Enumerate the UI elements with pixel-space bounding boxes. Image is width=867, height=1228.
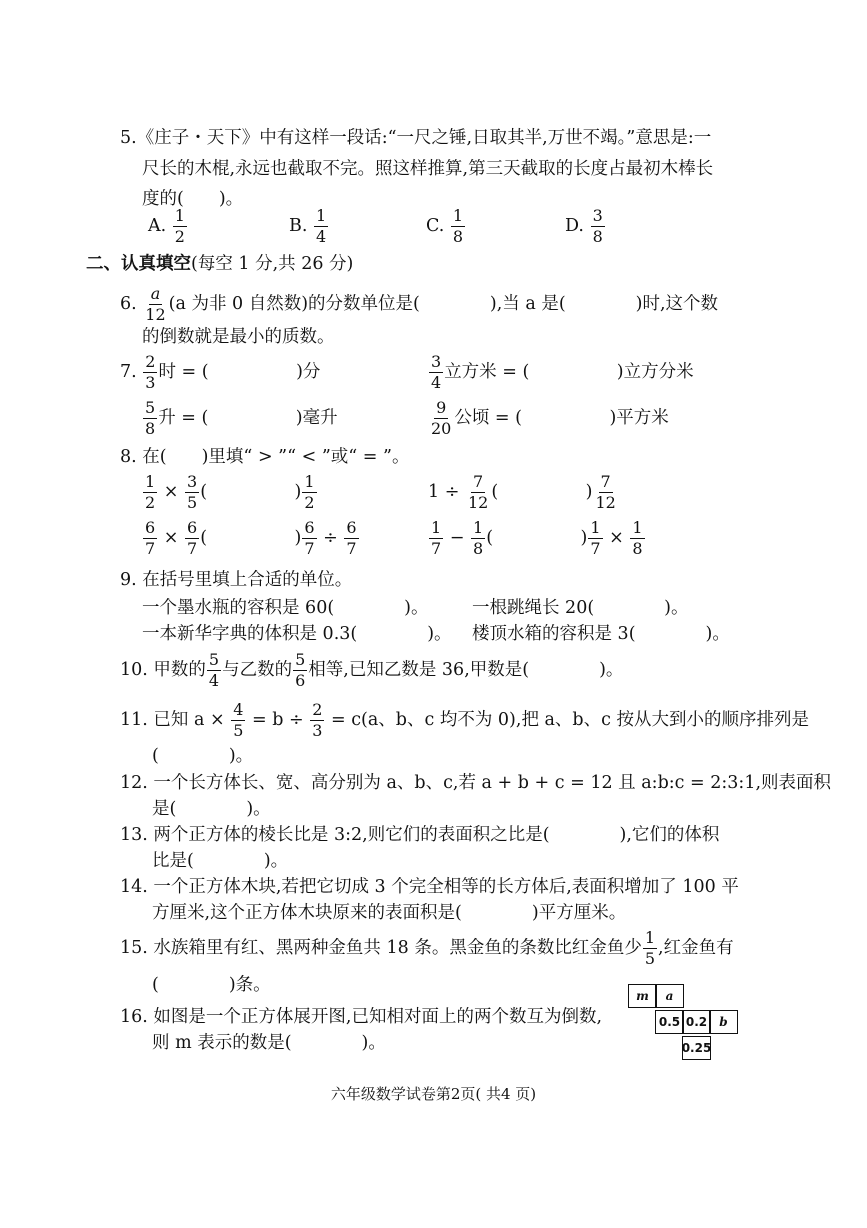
q11-line2: ( )。: [152, 746, 254, 766]
q5-option-a: A. $\frac{1}{2}$: [148, 206, 185, 246]
q7-item4: $\frac{9}{20}$ 公顷 = ( )平方米: [431, 398, 669, 438]
q12-line2: 是( )。: [152, 799, 271, 819]
q15-line1: 15. 水族箱里有红、黑两种金鱼共 18 条。黑金鱼的条数比红金鱼少 $\frac{1}{5}$ ,红金鱼有: [120, 928, 734, 968]
q9-prompt: 9. 在括号里填上合适的单位。: [120, 570, 353, 590]
q7-item2: $\frac{3}{4}$ 立方米 = ( )立方分米: [431, 352, 694, 392]
net-cell-0-2: 0.2: [682, 1010, 711, 1034]
q8-expr1: $\frac{1}{2}$ × $\frac{3}{5}$ ( ) $\frac{1}{2}$: [145, 472, 315, 512]
q12-line1: 12. 一个长方体长、宽、高分别为 a、b、c,若 a + b + c = 12 且 a:b:c = 2:3:1,则表面积: [120, 773, 832, 793]
net-cell-0-5: 0.5: [655, 1010, 684, 1034]
page-footer: 六年级数学试卷第2页( 共4 页): [330, 1085, 537, 1103]
q8-expr3: $\frac{6}{7}$ × $\frac{6}{7}$ ( ) $\frac{6}{7}$ ÷ $\frac{6}{7}$: [145, 518, 357, 558]
q9-d: 楼顶水箱的容积是 3( )。: [472, 624, 730, 644]
q8-expr4: $\frac{1}{7}$ − $\frac{1}{8}$ ( ) $\frac{1}{7}$ × $\frac{1}{8}$: [431, 518, 643, 558]
section-heading: 二、认真填空(每空 1 分,共 26 分): [86, 254, 354, 274]
q5-line3: 度的( )。: [142, 189, 244, 209]
q14-line1: 14. 一个正方体木块,若把它切成 3 个完全相等的长方体后,表面积增加了 100 平: [120, 877, 739, 897]
q13-line1: 13. 两个正方体的棱长比是 3:2,则它们的表面积之比是( ),它们的体积: [120, 825, 720, 845]
q5-line2: 尺长的木棍,永远也截取不完。照这样推算,第三天截取的长度占最初木棒长: [142, 159, 714, 179]
q6-line1: 6. $\frac{a}{12}$ (a 为非 0 自然数)的分数单位是( ),当 a 是( )时,这个数: [120, 284, 719, 324]
net-cell-a: a: [655, 984, 684, 1008]
q16-line2: 则 m 表示的数是( )。: [152, 1033, 386, 1053]
q5-option-c: C. $\frac{1}{8}$: [426, 206, 464, 246]
q7-item3: $\frac{5}{8}$ 升 = ( )毫升: [145, 398, 338, 438]
q9-c: 一本新华字典的体积是 0.3( )。: [142, 624, 452, 644]
q8-expr2: 1 ÷ $\frac{7}{12}$ ( ) $\frac{7}{12}$: [428, 472, 616, 512]
q13-line2: 比是( )。: [152, 851, 289, 871]
cube-net-diagram: [628, 984, 740, 1070]
q9-b: 一根跳绳长 20( )。: [472, 598, 689, 618]
net-cell-b: b: [709, 1010, 738, 1034]
q7-item1: 7. $\frac{2}{3}$ 时 = ( )分: [120, 352, 321, 392]
q14-line2: 方厘米,这个正方体木块原来的表面积是( )平方厘米。: [152, 903, 627, 923]
q15-line2: ( )条。: [152, 975, 271, 995]
q16-line1: 16. 如图是一个正方体展开图,已知相对面上的两个数互为倒数,: [120, 1007, 603, 1027]
net-cell-0-25: 0.25: [682, 1036, 711, 1060]
q6-line2: 的倒数就是最小的质数。: [142, 327, 335, 347]
q8-prompt: 8. 在( )里填“ > ”“ < ”或“ = ”。: [120, 447, 410, 467]
net-cell-m: m: [628, 984, 657, 1008]
q5-line1: 5.《庄子・天下》中有这样一段话:“一尺之锤,日取其半,万世不竭。”意思是:一: [120, 128, 712, 148]
q5-option-d: D. $\frac{3}{8}$: [565, 206, 603, 246]
q9-a: 一个墨水瓶的容积是 60( )。: [142, 598, 429, 618]
q11-line1: 11. 已知 a × $\frac{4}{5}$ = b ÷ $\frac{2}{3}$ = c(a、b、c 均不为 0),把 a、b、c 按从大到小的顺序排列是: [120, 700, 810, 740]
q5-option-b: B. $\frac{1}{4}$: [289, 206, 327, 246]
q10-line: 10. 甲数的 $\frac{5}{4}$ 与乙数的 $\frac{5}{6}$ 相等,已知乙数是 36,甲数是( )。: [120, 650, 624, 690]
